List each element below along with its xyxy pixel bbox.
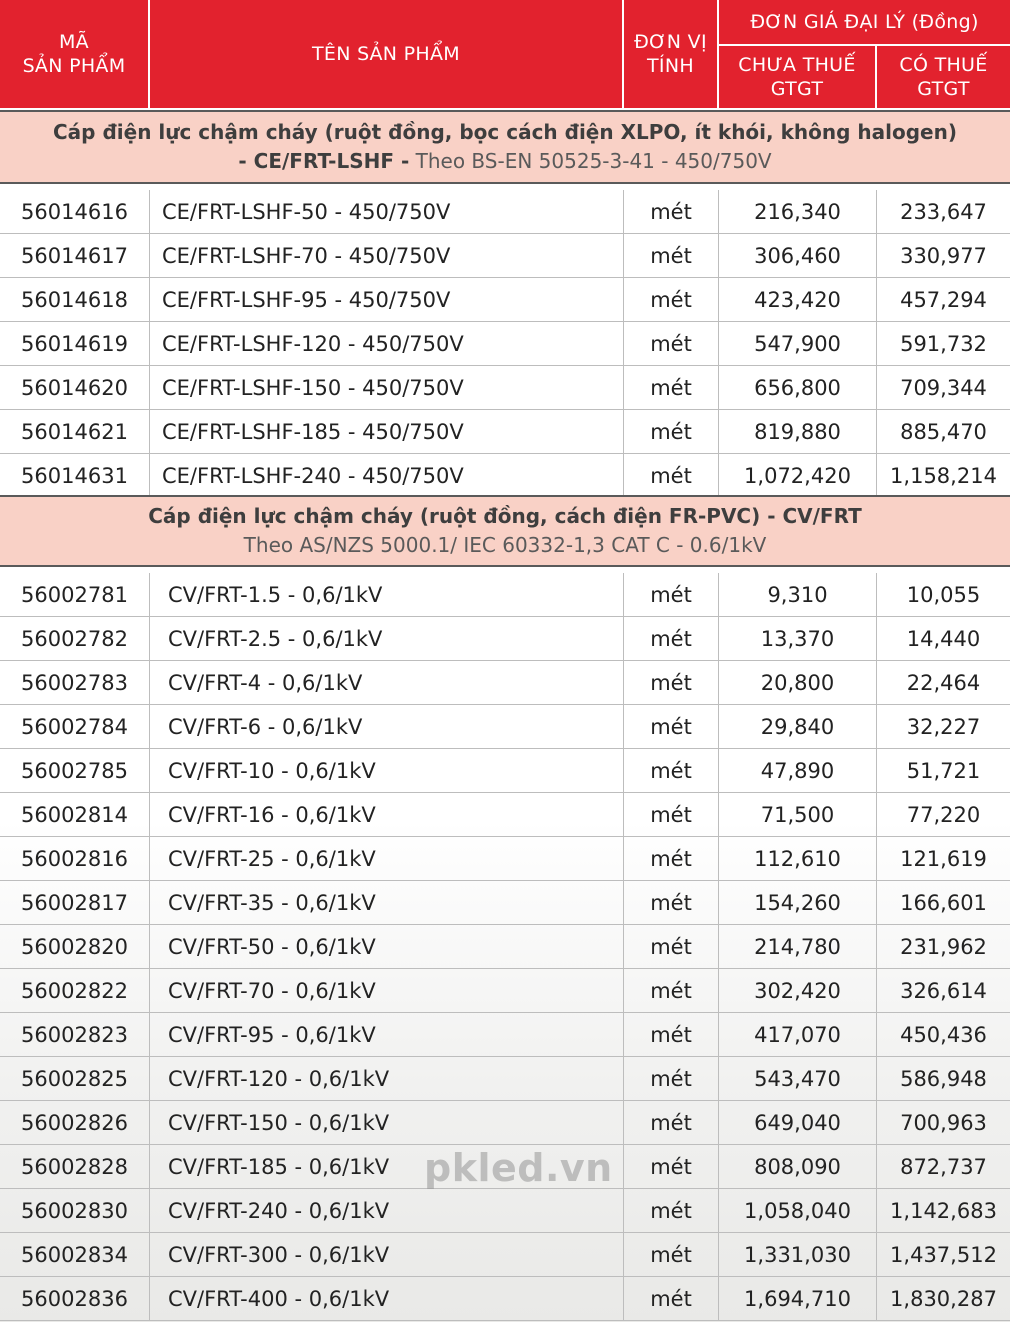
price-with-tax-cell: 709,344 xyxy=(900,375,987,400)
unit-cell: mét xyxy=(624,278,719,321)
product-name-cell: CV/FRT-10 - 0,6/1kV xyxy=(150,749,624,792)
product-name-cell: CV/FRT-50 - 0,6/1kV xyxy=(150,925,624,968)
product-name-cell: CV/FRT-16 - 0,6/1kV xyxy=(150,793,624,836)
unit-cell: mét xyxy=(624,1233,719,1276)
product-name-cell: CE/FRT-LSHF-50 - 450/750V xyxy=(150,190,624,233)
price-no-tax-cell: 423,420 xyxy=(719,278,877,321)
product-code-cell: 56014621 xyxy=(0,410,150,453)
price-no-tax-cell: 1,694,710 xyxy=(719,1277,877,1320)
price-with-tax-cell: 450,436 xyxy=(900,1022,987,1047)
product-code-cell: 56002783 xyxy=(0,661,150,704)
product-name-cell: CE/FRT-LSHF-185 - 450/750V xyxy=(150,410,624,453)
price-no-tax-cell: 112,610 xyxy=(719,837,877,880)
product-name-cell: CV/FRT-6 - 0,6/1kV xyxy=(150,705,624,748)
price-with-tax-cell: 1,437,512 xyxy=(890,1242,997,1267)
price-no-tax-cell: 1,331,030 xyxy=(719,1233,877,1276)
table-row xyxy=(0,969,1010,1013)
unit-cell: mét xyxy=(624,1277,719,1320)
product-code-cell: 56002784 xyxy=(0,705,150,748)
product-code-cell: 56002785 xyxy=(0,749,150,792)
product-name-cell: CV/FRT-400 - 0,6/1kV xyxy=(150,1277,624,1320)
product-name-cell: CV/FRT-120 - 0,6/1kV xyxy=(150,1057,624,1100)
product-name-cell: CE/FRT-LSHF-240 - 450/750V xyxy=(150,454,624,497)
product-code-cell: 56002834 xyxy=(0,1233,150,1276)
header-code-line2: SẢN PHẨM xyxy=(22,55,126,77)
price-no-tax-cell: 9,310 xyxy=(719,573,877,616)
section-code-label: - CE/FRT-LSHF - xyxy=(238,149,410,173)
price-no-tax-cell: 154,260 xyxy=(719,881,877,924)
unit-cell: mét xyxy=(624,1189,719,1232)
price-with-tax-cell: 51,721 xyxy=(906,758,981,783)
product-code-cell: 56002828 xyxy=(0,1145,150,1188)
section-title: Cáp điện lực chậm cháy (ruột đồng, cách điện FR-PVC) - CV/FRT xyxy=(148,504,862,528)
price-with-tax-cell: 121,619 xyxy=(900,846,987,871)
table-row xyxy=(0,1233,1010,1277)
price-with-tax-cell: 32,227 xyxy=(906,714,981,739)
product-name-cell: CV/FRT-185 - 0,6/1kV xyxy=(150,1145,624,1188)
table-row xyxy=(0,1013,1010,1057)
section-standard: Theo AS/NZS 5000.1/ IEC 60332-1,3 CAT C - 0.6/1kV xyxy=(243,533,767,557)
table-row xyxy=(0,366,1010,410)
product-code-cell: 56002817 xyxy=(0,881,150,924)
unit-cell: mét xyxy=(624,705,719,748)
product-code-cell: 56002816 xyxy=(0,837,150,880)
table-row xyxy=(0,1145,1010,1189)
price-no-tax-cell: 1,072,420 xyxy=(719,454,877,497)
product-code-cell: 56014617 xyxy=(0,234,150,277)
unit-cell: mét xyxy=(624,410,719,453)
table-row xyxy=(0,322,1010,366)
unit-cell: mét xyxy=(624,749,719,792)
header-price-group-label: ĐƠN GIÁ ĐẠI LÝ (Đồng) xyxy=(750,11,979,33)
product-code-cell: 56002823 xyxy=(0,1013,150,1056)
price-no-tax-cell: 543,470 xyxy=(719,1057,877,1100)
product-code-cell: 56002836 xyxy=(0,1277,150,1320)
table-row xyxy=(0,705,1010,749)
header-price-group xyxy=(719,0,1010,46)
product-name-cell: CV/FRT-35 - 0,6/1kV xyxy=(150,881,624,924)
price-no-tax-cell: 819,880 xyxy=(719,410,877,453)
price-no-tax-cell: 649,040 xyxy=(719,1101,877,1144)
product-code-cell: 56014616 xyxy=(0,190,150,233)
table-row xyxy=(0,410,1010,454)
header-price-no-tax-line1: CHƯA THUẾ xyxy=(738,54,856,76)
unit-cell: mét xyxy=(624,661,719,704)
price-no-tax-cell: 808,090 xyxy=(719,1145,877,1188)
price-with-tax-cell: 10,055 xyxy=(906,582,981,607)
product-name-cell: CV/FRT-1.5 - 0,6/1kV xyxy=(150,573,624,616)
section-header-ce-frt-lshf xyxy=(0,110,1010,184)
price-with-tax-cell: 591,732 xyxy=(900,331,987,356)
product-name-cell: CV/FRT-2.5 - 0,6/1kV xyxy=(150,617,624,660)
price-with-tax-cell: 885,470 xyxy=(900,419,987,444)
product-name-cell: CE/FRT-LSHF-70 - 450/750V xyxy=(150,234,624,277)
product-name-cell: CV/FRT-300 - 0,6/1kV xyxy=(150,1233,624,1276)
unit-cell: mét xyxy=(624,925,719,968)
price-with-tax-cell: 586,948 xyxy=(900,1066,987,1091)
price-no-tax-cell: 306,460 xyxy=(719,234,877,277)
table-row xyxy=(0,278,1010,322)
header-price-no-tax-line2: GTGT xyxy=(770,78,824,100)
price-with-tax-cell: 1,158,214 xyxy=(890,463,997,488)
table-row xyxy=(0,749,1010,793)
table-row xyxy=(0,234,1010,278)
unit-cell: mét xyxy=(624,793,719,836)
product-name-cell: CE/FRT-LSHF-150 - 450/750V xyxy=(150,366,624,409)
price-with-tax-cell: 326,614 xyxy=(900,978,987,1003)
price-with-tax-cell: 457,294 xyxy=(900,287,987,312)
product-code-cell: 56014618 xyxy=(0,278,150,321)
product-code-cell: 56014620 xyxy=(0,366,150,409)
price-with-tax-cell: 166,601 xyxy=(900,890,987,915)
product-code-cell: 56002820 xyxy=(0,925,150,968)
product-code-cell: 56002782 xyxy=(0,617,150,660)
product-code-cell: 56002781 xyxy=(0,573,150,616)
unit-cell: mét xyxy=(624,1101,719,1144)
product-name-cell: CV/FRT-70 - 0,6/1kV xyxy=(150,969,624,1012)
price-with-tax-cell: 1,830,287 xyxy=(890,1286,997,1311)
table-row xyxy=(0,793,1010,837)
price-no-tax-cell: 214,780 xyxy=(719,925,877,968)
price-with-tax-cell: 14,440 xyxy=(906,626,981,651)
table-row xyxy=(0,617,1010,661)
unit-cell: mét xyxy=(624,1057,719,1100)
price-with-tax-cell: 1,142,683 xyxy=(890,1198,997,1223)
unit-cell: mét xyxy=(624,881,719,924)
price-no-tax-cell: 13,370 xyxy=(719,617,877,660)
price-no-tax-cell: 71,500 xyxy=(719,793,877,836)
header-price-with-tax-line1: CÓ THUẾ xyxy=(899,54,988,76)
table-row xyxy=(0,573,1010,617)
product-code-cell: 56014631 xyxy=(0,454,150,497)
table-row xyxy=(0,1189,1010,1233)
price-with-tax-cell: 700,963 xyxy=(900,1110,987,1135)
table-row xyxy=(0,454,1010,498)
header-price-with-tax xyxy=(877,46,1010,110)
unit-cell: mét xyxy=(624,366,719,409)
header-unit xyxy=(624,0,719,110)
product-name-cell: CV/FRT-240 - 0,6/1kV xyxy=(150,1189,624,1232)
table-row xyxy=(0,661,1010,705)
price-with-tax-cell: 231,962 xyxy=(900,934,987,959)
product-code-cell: 56002830 xyxy=(0,1189,150,1232)
table-row xyxy=(0,837,1010,881)
unit-cell: mét xyxy=(624,234,719,277)
price-with-tax-cell: 233,647 xyxy=(900,199,987,224)
product-name-cell: CE/FRT-LSHF-95 - 450/750V xyxy=(150,278,624,321)
unit-cell: mét xyxy=(624,617,719,660)
unit-cell: mét xyxy=(624,190,719,233)
unit-cell: mét xyxy=(624,573,719,616)
table-row xyxy=(0,1057,1010,1101)
price-no-tax-cell: 417,070 xyxy=(719,1013,877,1056)
section-header-cv-frt xyxy=(0,495,1010,567)
price-no-tax-cell: 216,340 xyxy=(719,190,877,233)
unit-cell: mét xyxy=(624,1145,719,1188)
price-with-tax-cell: 330,977 xyxy=(900,243,987,268)
table-row xyxy=(0,925,1010,969)
header-name xyxy=(150,0,624,110)
unit-cell: mét xyxy=(624,454,719,497)
product-code-cell: 56002822 xyxy=(0,969,150,1012)
header-unit-line2: TÍNH xyxy=(647,55,694,77)
price-with-tax-cell: 872,737 xyxy=(900,1154,987,1179)
price-no-tax-cell: 547,900 xyxy=(719,322,877,365)
table-row xyxy=(0,190,1010,234)
watermark: pkled.vn xyxy=(424,1146,613,1190)
product-code-cell: 56014619 xyxy=(0,322,150,365)
price-no-tax-cell: 302,420 xyxy=(719,969,877,1012)
product-name-cell: CV/FRT-25 - 0,6/1kV xyxy=(150,837,624,880)
price-no-tax-cell: 47,890 xyxy=(719,749,877,792)
price-with-tax-cell: 77,220 xyxy=(906,802,981,827)
unit-cell: mét xyxy=(624,969,719,1012)
table-row xyxy=(0,881,1010,925)
header-price-no-tax xyxy=(719,46,877,110)
price-no-tax-cell: 656,800 xyxy=(719,366,877,409)
unit-cell: mét xyxy=(624,837,719,880)
header-price-with-tax-line2: GTGT xyxy=(917,78,970,100)
header-name-label: TÊN SẢN PHẨM xyxy=(312,43,460,65)
price-no-tax-cell: 20,800 xyxy=(719,661,877,704)
price-with-tax-cell: 22,464 xyxy=(906,670,981,695)
price-no-tax-cell: 29,840 xyxy=(719,705,877,748)
product-name-cell: CV/FRT-95 - 0,6/1kV xyxy=(150,1013,624,1056)
product-code-cell: 56002826 xyxy=(0,1101,150,1144)
product-code-cell: 56002825 xyxy=(0,1057,150,1100)
header-code-line1: MÃ xyxy=(58,31,89,53)
unit-cell: mét xyxy=(624,322,719,365)
section-title: Cáp điện lực chậm cháy (ruột đồng, bọc cách điện XLPO, ít khói, không halogen) xyxy=(53,120,957,144)
unit-cell: mét xyxy=(624,1013,719,1056)
header-code xyxy=(0,0,150,110)
header-unit-line1: ĐƠN VỊ xyxy=(634,31,707,53)
product-code-cell: 56002814 xyxy=(0,793,150,836)
product-name-cell: CV/FRT-150 - 0,6/1kV xyxy=(150,1101,624,1144)
table-row xyxy=(0,1101,1010,1145)
section-standard: Theo BS-EN 50525-3-41 - 450/750V xyxy=(409,149,772,173)
product-name-cell: CV/FRT-4 - 0,6/1kV xyxy=(150,661,624,704)
price-no-tax-cell: 1,058,040 xyxy=(719,1189,877,1232)
table-row xyxy=(0,1277,1010,1321)
product-name-cell: CE/FRT-LSHF-120 - 450/750V xyxy=(150,322,624,365)
